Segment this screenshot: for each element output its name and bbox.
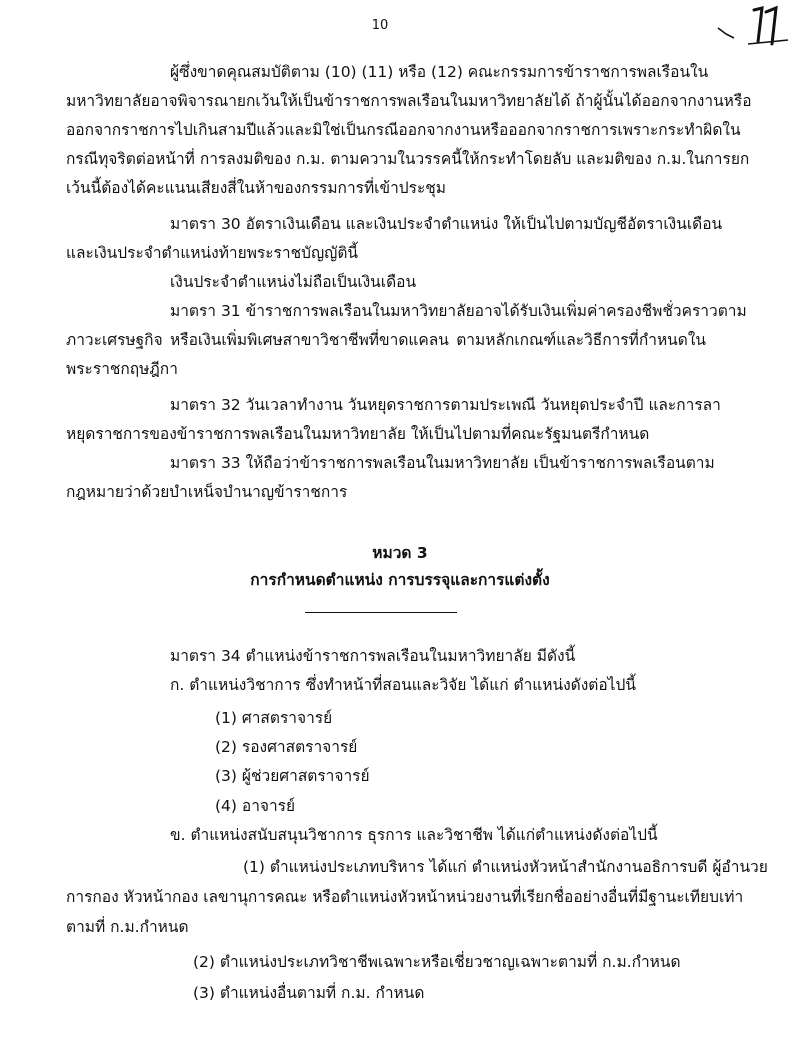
list-item: (4) อาจารย์ <box>215 797 296 815</box>
list-item: (1) ตำแหน่งประเภทบริหาร ได้แก่ ตำแหน่งหัวหน้าสำนักงานอธิการบดี ผู้อำนวย <box>243 858 768 876</box>
list-item-continued: ตามที่ ก.ม.กำหนด <box>66 918 189 936</box>
section-30-line: และเงินประจำตำแหน่งท้ายพระราชบัญญัตินี้ <box>66 244 359 262</box>
handwritten-page-mark <box>714 4 794 48</box>
section-31-line: มาตรา 31 ข้าราชการพลเรือนในมหาวิทยาลัยอาจได้รับเงินเพิ่มค่าครองชีพชั่วคราวตาม <box>170 302 747 320</box>
list-item: (2) ตำแหน่งประเภทวิชาชีพเฉพาะหรือเชี่ยวชาญเฉพาะตามที่ ก.ม.กำหนด <box>193 953 681 971</box>
paragraph-line: เว้นนี้ต้องได้คะแนนเสียงสี่ในห้าของกรรมการที่เข้าประชุม <box>66 179 447 197</box>
list-item-continued: การกอง หัวหน้ากอง เลขานุการคณะ หรือตำแหน่งหัวหน้าหน่วยงานที่เรียกชื่ออย่างอื่นที่มีฐานะเทียบเท่า <box>66 888 744 906</box>
list-item: (1) ศาสตราจารย์ <box>215 709 333 727</box>
paragraph-line: ออกจากราชการไปเกินสามปีแล้วและมิใช่เป็นกรณีออกจากงานหรือออกจากราชการเพราะกระทำผิดใน <box>66 121 741 139</box>
chapter-number: หมวด 3 <box>372 544 428 562</box>
section-30-line: มาตรา 30 อัตราเงินเดือน และเงินประจำตำแหน่ง ให้เป็นไปตามบัญชีอัตราเงินเดือน <box>170 215 723 233</box>
chapter-divider <box>305 612 457 613</box>
section-31-line: ภาวะเศรษฐกิจ หรือเงินเพิ่มพิเศษสาขาวิชาชีพที่ขาดแคลน ตามหลักเกณฑ์และวิธีการที่กำหนดใน <box>66 331 706 349</box>
section-33-line: กฎหมายว่าด้วยบำเหน็จบำนาญข้าราชการ <box>66 483 348 501</box>
section-34-a-heading: ก. ตำแหน่งวิชาการ ซึ่งทำหน้าที่สอนและวิจัย ได้แก่ ตำแหน่งดังต่อไปนี้ <box>170 676 636 694</box>
paragraph-line: มหาวิทยาลัยอาจพิจารณายกเว้นให้เป็นข้าราชการพลเรือนในมหาวิทยาลัยได้ ถ้าผู้นั้นได้ออกจากงานหรือ <box>66 92 752 110</box>
paragraph-line: ผู้ซึ่งขาดคุณสมบัติตาม (10) (11) หรือ (12) คณะกรรมการข้าราชการพลเรือนใน <box>170 63 709 81</box>
section-34-intro: มาตรา 34 ตำแหน่งข้าราชการพลเรือนในมหาวิทยาลัย มีดังนี้ <box>170 647 576 665</box>
section-31-line: พระราชกฤษฎีกา <box>66 360 178 378</box>
section-32-line: มาตรา 32 วันเวลาทำงาน วันหยุดราชการตามประเพณี วันหยุดประจำปี และการลา <box>170 396 721 414</box>
chapter-title: การกำหนดตำแหน่ง การบรรจุและการแต่งตั้ง <box>250 571 550 589</box>
list-item: (3) ตำแหน่งอื่นตามที่ ก.ม. กำหนด <box>193 984 425 1002</box>
list-item: (3) ผู้ช่วยศาสตราจารย์ <box>215 767 370 785</box>
paragraph-line: กรณีทุจริตต่อหน้าที่ การลงมติของ ก.ม. ตามความในวรรคนี้ให้กระทำโดยลับ และมติของ ก.ม.ในการยก <box>66 150 750 168</box>
page-number: 10 <box>371 18 389 33</box>
section-33-line: มาตรา 33 ให้ถือว่าข้าราชการพลเรือนในมหาวิทยาลัย เป็นข้าราชการพลเรือนตาม <box>170 454 715 472</box>
section-34-b-heading: ข. ตำแหน่งสนับสนุนวิชาการ ธุรการ และวิชาชีพ ได้แก่ตำแหน่งดังต่อไปนี้ <box>170 826 658 844</box>
section-30-note: เงินประจำตำแหน่งไม่ถือเป็นเงินเดือน <box>170 273 417 291</box>
section-32-line: หยุดราชการของข้าราชการพลเรือนในมหาวิทยาลัย ให้เป็นไปตามที่คณะรัฐมนตรีกำหนด <box>66 425 650 443</box>
list-item: (2) รองศาสตราจารย์ <box>215 738 358 756</box>
